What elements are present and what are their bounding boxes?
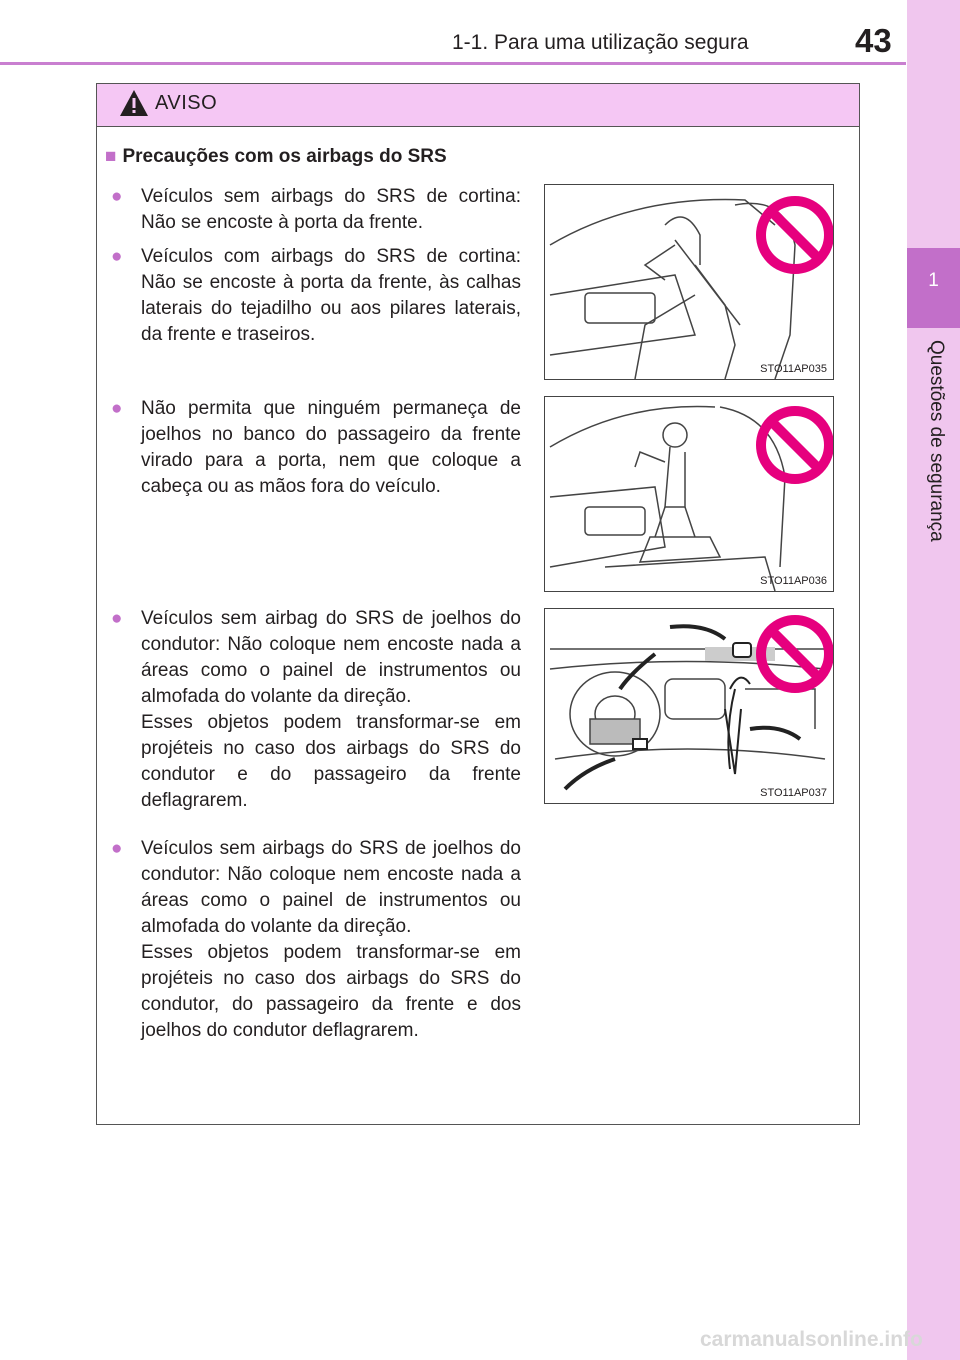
side-tab-label: Questões de segurança: [926, 340, 947, 542]
bullet-dot-icon: ●: [111, 838, 123, 859]
bullet-dot-icon: ●: [111, 186, 123, 207]
illustration-code: STO11AP036: [760, 575, 827, 587]
bullet-text-continued: Esses objetos podem transformar-se em projéteis no caso dos airbags do SRS do condutor, do passageiro da frente e dos joelhos do condutor deflagrarem.: [141, 942, 521, 1041]
bullet-dot-icon: ●: [111, 246, 123, 267]
objects-on-dashboard-drawing: [545, 609, 833, 803]
section-title: 1-1. Para uma utilização segura: [452, 31, 749, 54]
side-tab: [907, 0, 960, 1360]
illustration-leaning-door: [544, 184, 834, 380]
side-tab-number: 1: [928, 270, 939, 291]
illustration-code: STO11AP035: [760, 363, 827, 375]
bullet-text: Veículos sem airbags do SRS de joelhos do condutor: Não coloque nem encoste nada a áreas como o painel de instrumentos ou almofada do volante da direção.: [141, 838, 521, 937]
square-bullet-icon: ■: [105, 146, 117, 167]
bullet-item: [111, 184, 521, 236]
bullet-text: Veículos sem airbag do SRS de joelhos do condutor: Não coloque nem encoste nada a áreas como o painel de instrumentos ou almofada do volante da direção.: [141, 608, 521, 707]
bullet-item: [111, 836, 521, 1044]
warning-triangle-icon: [119, 89, 149, 117]
person-kneeling-on-seat-drawing: [545, 397, 833, 591]
subheading-text: Precauções com os airbags do SRS: [122, 146, 447, 167]
bullet-dot-icon: ●: [111, 398, 123, 419]
subheading: [105, 146, 447, 168]
bullet-item: [111, 244, 521, 348]
person-leaning-on-door-drawing: [545, 185, 833, 379]
bullet-item: [111, 606, 521, 814]
illustration-kneeling-seat: [544, 396, 834, 592]
bullet-dot-icon: ●: [111, 608, 123, 629]
bullet-text: Não permita que ninguém permaneça de joelhos no banco do passageiro da frente virado para a porta, nem que coloque a cabeça ou as mãos fora do veículo.: [141, 398, 521, 497]
bullet-text: Veículos com airbags do SRS de cortina: Não se encoste à porta da frente, às calhas laterais do tejadilho ou aos pilares laterais, da frente e traseiros.: [141, 246, 521, 345]
warning-box: [96, 83, 860, 1125]
bullet-item: [111, 396, 521, 500]
prohibition-icon: [761, 201, 829, 269]
bullet-text: Veículos sem airbags do SRS de cortina: Não se encoste à porta da frente.: [141, 186, 521, 233]
prohibition-icon: [761, 411, 829, 479]
warning-title: AVISO: [155, 92, 218, 114]
watermark: carmanualsonline.info: [700, 1328, 923, 1351]
warning-header: [97, 84, 859, 127]
illustration-dashboard: [544, 608, 834, 804]
illustration-code: STO11AP037: [760, 787, 827, 799]
page-number: 43: [855, 22, 892, 59]
bullet-text-continued: Esses objetos podem transformar-se em projéteis no caso dos airbags do SRS do condutor e do passageiro da frente deflagrarem.: [141, 712, 521, 811]
header-rule: [0, 62, 906, 65]
